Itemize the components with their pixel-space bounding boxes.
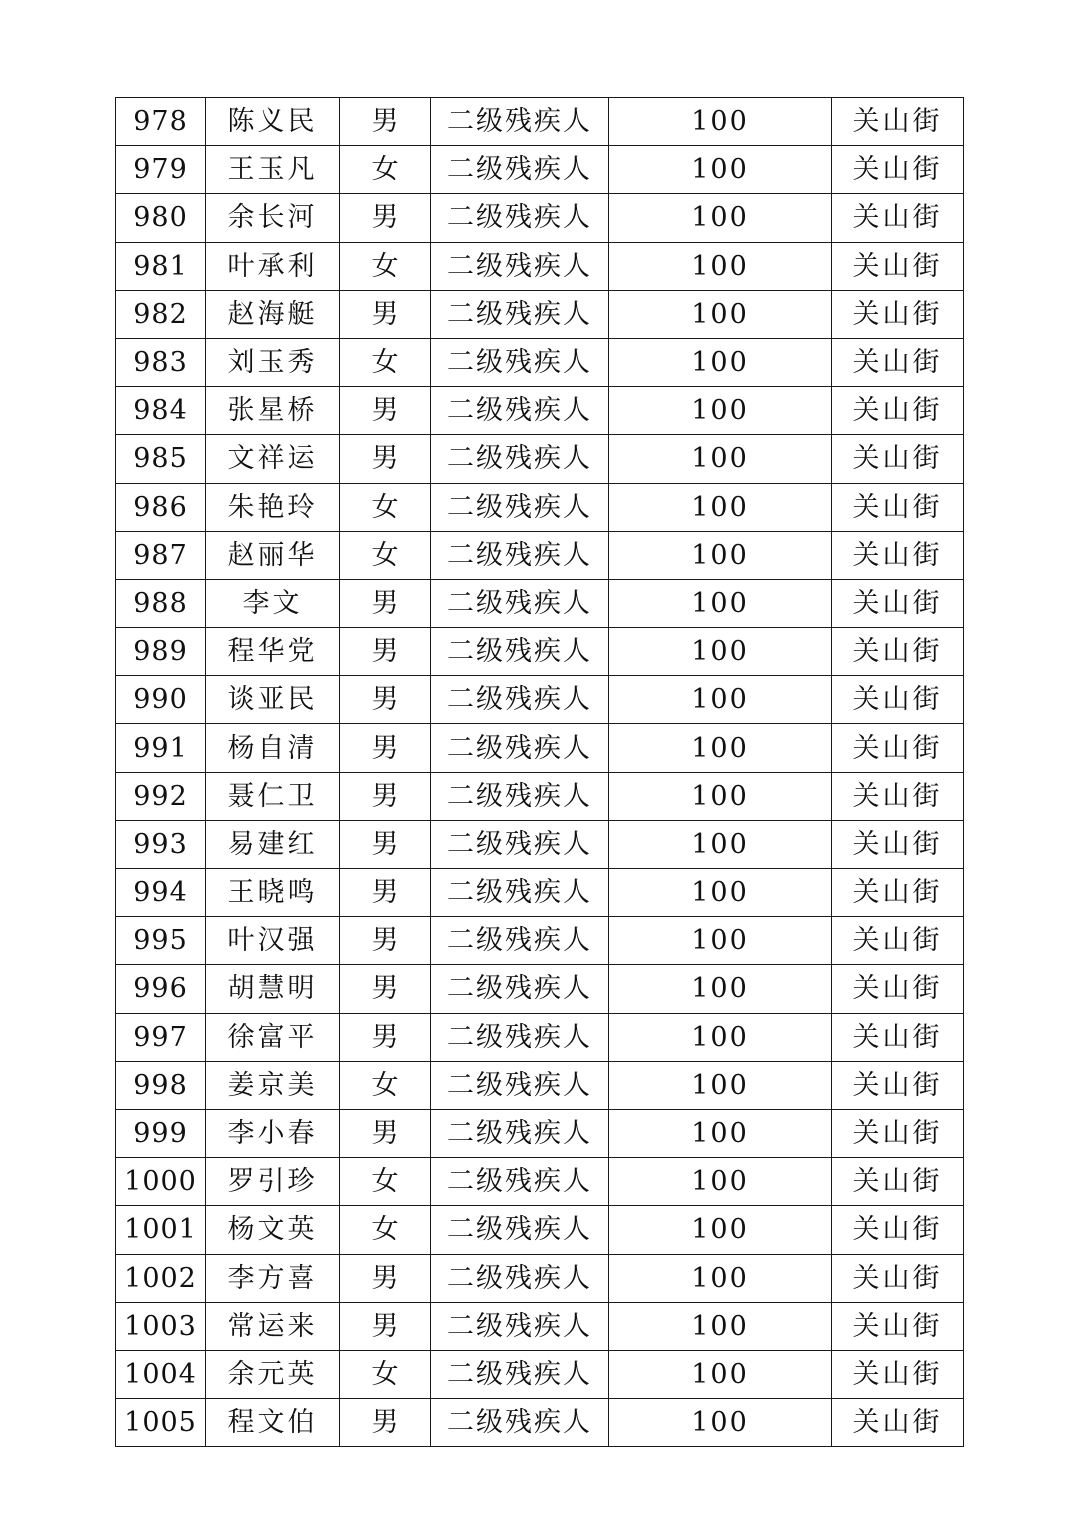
disability-level-cell: 二级残疾人 xyxy=(431,579,609,627)
street-cell: 关山街 xyxy=(832,338,964,386)
amount-cell: 100 xyxy=(609,290,832,338)
gender-cell: 男 xyxy=(340,579,431,627)
gender-cell: 男 xyxy=(340,772,431,820)
name-cell: 赵丽华 xyxy=(206,531,340,579)
street-cell: 关山街 xyxy=(832,820,964,868)
name-cell: 赵海艇 xyxy=(206,290,340,338)
gender-cell: 男 xyxy=(340,724,431,772)
table-row xyxy=(116,1013,964,1061)
street-cell: 关山街 xyxy=(832,1158,964,1206)
table-row xyxy=(116,869,964,917)
row-number-cell: 1002 xyxy=(116,1254,206,1302)
disability-level-cell: 二级残疾人 xyxy=(431,1399,609,1447)
gender-cell: 男 xyxy=(340,387,431,435)
row-number-cell: 985 xyxy=(116,435,206,483)
row-number-cell: 1001 xyxy=(116,1206,206,1254)
disability-level-cell: 二级残疾人 xyxy=(431,1158,609,1206)
amount-cell: 100 xyxy=(609,579,832,627)
name-cell: 余长河 xyxy=(206,194,340,242)
street-cell: 关山街 xyxy=(832,1206,964,1254)
street-cell: 关山街 xyxy=(832,1302,964,1350)
gender-cell: 男 xyxy=(340,98,431,146)
street-cell: 关山街 xyxy=(832,146,964,194)
row-number-cell: 981 xyxy=(116,242,206,290)
street-cell: 关山街 xyxy=(832,869,964,917)
table-row xyxy=(116,194,964,242)
street-cell: 关山街 xyxy=(832,724,964,772)
amount-cell: 100 xyxy=(609,676,832,724)
gender-cell: 男 xyxy=(340,290,431,338)
amount-cell: 100 xyxy=(609,869,832,917)
name-cell: 余元英 xyxy=(206,1350,340,1398)
table-row xyxy=(116,435,964,483)
street-cell: 关山街 xyxy=(832,435,964,483)
name-cell: 谈亚民 xyxy=(206,676,340,724)
name-cell: 姜京美 xyxy=(206,1061,340,1109)
disability-level-cell: 二级残疾人 xyxy=(431,772,609,820)
gender-cell: 男 xyxy=(340,869,431,917)
street-cell: 关山街 xyxy=(832,194,964,242)
disability-level-cell: 二级残疾人 xyxy=(431,1109,609,1157)
gender-cell: 女 xyxy=(340,146,431,194)
disability-level-cell: 二级残疾人 xyxy=(431,1350,609,1398)
disability-level-cell: 二级残疾人 xyxy=(431,194,609,242)
amount-cell: 100 xyxy=(609,531,832,579)
row-number-cell: 980 xyxy=(116,194,206,242)
street-cell: 关山街 xyxy=(832,1399,964,1447)
gender-cell: 男 xyxy=(340,194,431,242)
gender-cell: 男 xyxy=(340,820,431,868)
street-cell: 关山街 xyxy=(832,965,964,1013)
table-row xyxy=(116,724,964,772)
amount-cell: 100 xyxy=(609,1399,832,1447)
disability-level-cell: 二级残疾人 xyxy=(431,676,609,724)
disability-level-cell: 二级残疾人 xyxy=(431,1254,609,1302)
gender-cell: 女 xyxy=(340,483,431,531)
amount-cell: 100 xyxy=(609,1206,832,1254)
disability-level-cell: 二级残疾人 xyxy=(431,146,609,194)
table-row xyxy=(116,965,964,1013)
name-cell: 文祥运 xyxy=(206,435,340,483)
street-cell: 关山街 xyxy=(832,1013,964,1061)
roster-table-body xyxy=(116,98,964,1447)
disability-level-cell: 二级残疾人 xyxy=(431,1013,609,1061)
name-cell: 胡慧明 xyxy=(206,965,340,1013)
amount-cell: 100 xyxy=(609,1254,832,1302)
name-cell: 张星桥 xyxy=(206,387,340,435)
street-cell: 关山街 xyxy=(832,531,964,579)
name-cell: 李小春 xyxy=(206,1109,340,1157)
gender-cell: 女 xyxy=(340,531,431,579)
street-cell: 关山街 xyxy=(832,98,964,146)
street-cell: 关山街 xyxy=(832,772,964,820)
amount-cell: 100 xyxy=(609,628,832,676)
disability-level-cell: 二级残疾人 xyxy=(431,338,609,386)
street-cell: 关山街 xyxy=(832,290,964,338)
table-row xyxy=(116,628,964,676)
name-cell: 常运来 xyxy=(206,1302,340,1350)
name-cell: 刘玉秀 xyxy=(206,338,340,386)
amount-cell: 100 xyxy=(609,1061,832,1109)
amount-cell: 100 xyxy=(609,387,832,435)
table-row xyxy=(116,483,964,531)
street-cell: 关山街 xyxy=(832,579,964,627)
table-row xyxy=(116,1254,964,1302)
gender-cell: 女 xyxy=(340,1350,431,1398)
row-number-cell: 988 xyxy=(116,579,206,627)
disability-level-cell: 二级残疾人 xyxy=(431,724,609,772)
table-row xyxy=(116,820,964,868)
table-row xyxy=(116,338,964,386)
street-cell: 关山街 xyxy=(832,387,964,435)
amount-cell: 100 xyxy=(609,1158,832,1206)
name-cell: 杨自清 xyxy=(206,724,340,772)
table-row xyxy=(116,387,964,435)
gender-cell: 女 xyxy=(340,1061,431,1109)
table-row xyxy=(116,1206,964,1254)
table-row xyxy=(116,1350,964,1398)
roster-table xyxy=(115,97,964,1447)
row-number-cell: 1003 xyxy=(116,1302,206,1350)
name-cell: 陈义民 xyxy=(206,98,340,146)
disability-level-cell: 二级残疾人 xyxy=(431,531,609,579)
amount-cell: 100 xyxy=(609,242,832,290)
row-number-cell: 994 xyxy=(116,869,206,917)
amount-cell: 100 xyxy=(609,1350,832,1398)
gender-cell: 男 xyxy=(340,965,431,1013)
street-cell: 关山街 xyxy=(832,1061,964,1109)
table-row xyxy=(116,531,964,579)
row-number-cell: 998 xyxy=(116,1061,206,1109)
disability-level-cell: 二级残疾人 xyxy=(431,98,609,146)
gender-cell: 男 xyxy=(340,917,431,965)
table-row xyxy=(116,98,964,146)
amount-cell: 100 xyxy=(609,724,832,772)
disability-level-cell: 二级残疾人 xyxy=(431,435,609,483)
name-cell: 叶汉强 xyxy=(206,917,340,965)
name-cell: 程华党 xyxy=(206,628,340,676)
row-number-cell: 990 xyxy=(116,676,206,724)
street-cell: 关山街 xyxy=(832,1350,964,1398)
disability-level-cell: 二级残疾人 xyxy=(431,965,609,1013)
row-number-cell: 1005 xyxy=(116,1399,206,1447)
street-cell: 关山街 xyxy=(832,917,964,965)
gender-cell: 女 xyxy=(340,242,431,290)
table-row xyxy=(116,1399,964,1447)
name-cell: 易建红 xyxy=(206,820,340,868)
table-row xyxy=(116,1302,964,1350)
disability-level-cell: 二级残疾人 xyxy=(431,820,609,868)
street-cell: 关山街 xyxy=(832,628,964,676)
row-number-cell: 979 xyxy=(116,146,206,194)
row-number-cell: 991 xyxy=(116,724,206,772)
table-row xyxy=(116,676,964,724)
name-cell: 王晓鸣 xyxy=(206,869,340,917)
name-cell: 程文伯 xyxy=(206,1399,340,1447)
amount-cell: 100 xyxy=(609,483,832,531)
amount-cell: 100 xyxy=(609,772,832,820)
amount-cell: 100 xyxy=(609,1109,832,1157)
row-number-cell: 997 xyxy=(116,1013,206,1061)
table-row xyxy=(116,1109,964,1157)
gender-cell: 男 xyxy=(340,1302,431,1350)
row-number-cell: 983 xyxy=(116,338,206,386)
table-row xyxy=(116,146,964,194)
row-number-cell: 993 xyxy=(116,820,206,868)
row-number-cell: 992 xyxy=(116,772,206,820)
name-cell: 徐富平 xyxy=(206,1013,340,1061)
row-number-cell: 986 xyxy=(116,483,206,531)
row-number-cell: 982 xyxy=(116,290,206,338)
amount-cell: 100 xyxy=(609,820,832,868)
amount-cell: 100 xyxy=(609,1013,832,1061)
disability-level-cell: 二级残疾人 xyxy=(431,387,609,435)
street-cell: 关山街 xyxy=(832,483,964,531)
row-number-cell: 989 xyxy=(116,628,206,676)
table-row xyxy=(116,579,964,627)
disability-level-cell: 二级残疾人 xyxy=(431,1302,609,1350)
gender-cell: 男 xyxy=(340,435,431,483)
disability-level-cell: 二级残疾人 xyxy=(431,869,609,917)
gender-cell: 男 xyxy=(340,628,431,676)
disability-level-cell: 二级残疾人 xyxy=(431,1061,609,1109)
table-row xyxy=(116,1158,964,1206)
name-cell: 叶承利 xyxy=(206,242,340,290)
table-row xyxy=(116,290,964,338)
table-row xyxy=(116,917,964,965)
disability-level-cell: 二级残疾人 xyxy=(431,917,609,965)
row-number-cell: 1000 xyxy=(116,1158,206,1206)
disability-level-cell: 二级残疾人 xyxy=(431,242,609,290)
row-number-cell: 984 xyxy=(116,387,206,435)
gender-cell: 女 xyxy=(340,1206,431,1254)
street-cell: 关山街 xyxy=(832,676,964,724)
row-number-cell: 978 xyxy=(116,98,206,146)
table-row xyxy=(116,242,964,290)
row-number-cell: 987 xyxy=(116,531,206,579)
amount-cell: 100 xyxy=(609,917,832,965)
row-number-cell: 995 xyxy=(116,917,206,965)
amount-cell: 100 xyxy=(609,435,832,483)
row-number-cell: 1004 xyxy=(116,1350,206,1398)
name-cell: 杨文英 xyxy=(206,1206,340,1254)
disability-level-cell: 二级残疾人 xyxy=(431,290,609,338)
row-number-cell: 999 xyxy=(116,1109,206,1157)
name-cell: 王玉凡 xyxy=(206,146,340,194)
amount-cell: 100 xyxy=(609,338,832,386)
name-cell: 李方喜 xyxy=(206,1254,340,1302)
disability-level-cell: 二级残疾人 xyxy=(431,483,609,531)
gender-cell: 男 xyxy=(340,1109,431,1157)
gender-cell: 男 xyxy=(340,1013,431,1061)
name-cell: 罗引珍 xyxy=(206,1158,340,1206)
amount-cell: 100 xyxy=(609,146,832,194)
disability-level-cell: 二级残疾人 xyxy=(431,628,609,676)
amount-cell: 100 xyxy=(609,1302,832,1350)
street-cell: 关山街 xyxy=(832,1109,964,1157)
gender-cell: 女 xyxy=(340,338,431,386)
amount-cell: 100 xyxy=(609,98,832,146)
disability-level-cell: 二级残疾人 xyxy=(431,1206,609,1254)
name-cell: 聂仁卫 xyxy=(206,772,340,820)
gender-cell: 男 xyxy=(340,676,431,724)
amount-cell: 100 xyxy=(609,965,832,1013)
table-row xyxy=(116,772,964,820)
name-cell: 李文 xyxy=(206,579,340,627)
street-cell: 关山街 xyxy=(832,1254,964,1302)
gender-cell: 男 xyxy=(340,1254,431,1302)
gender-cell: 男 xyxy=(340,1399,431,1447)
gender-cell: 女 xyxy=(340,1158,431,1206)
name-cell: 朱艳玲 xyxy=(206,483,340,531)
table-row xyxy=(116,1061,964,1109)
street-cell: 关山街 xyxy=(832,242,964,290)
amount-cell: 100 xyxy=(609,194,832,242)
row-number-cell: 996 xyxy=(116,965,206,1013)
